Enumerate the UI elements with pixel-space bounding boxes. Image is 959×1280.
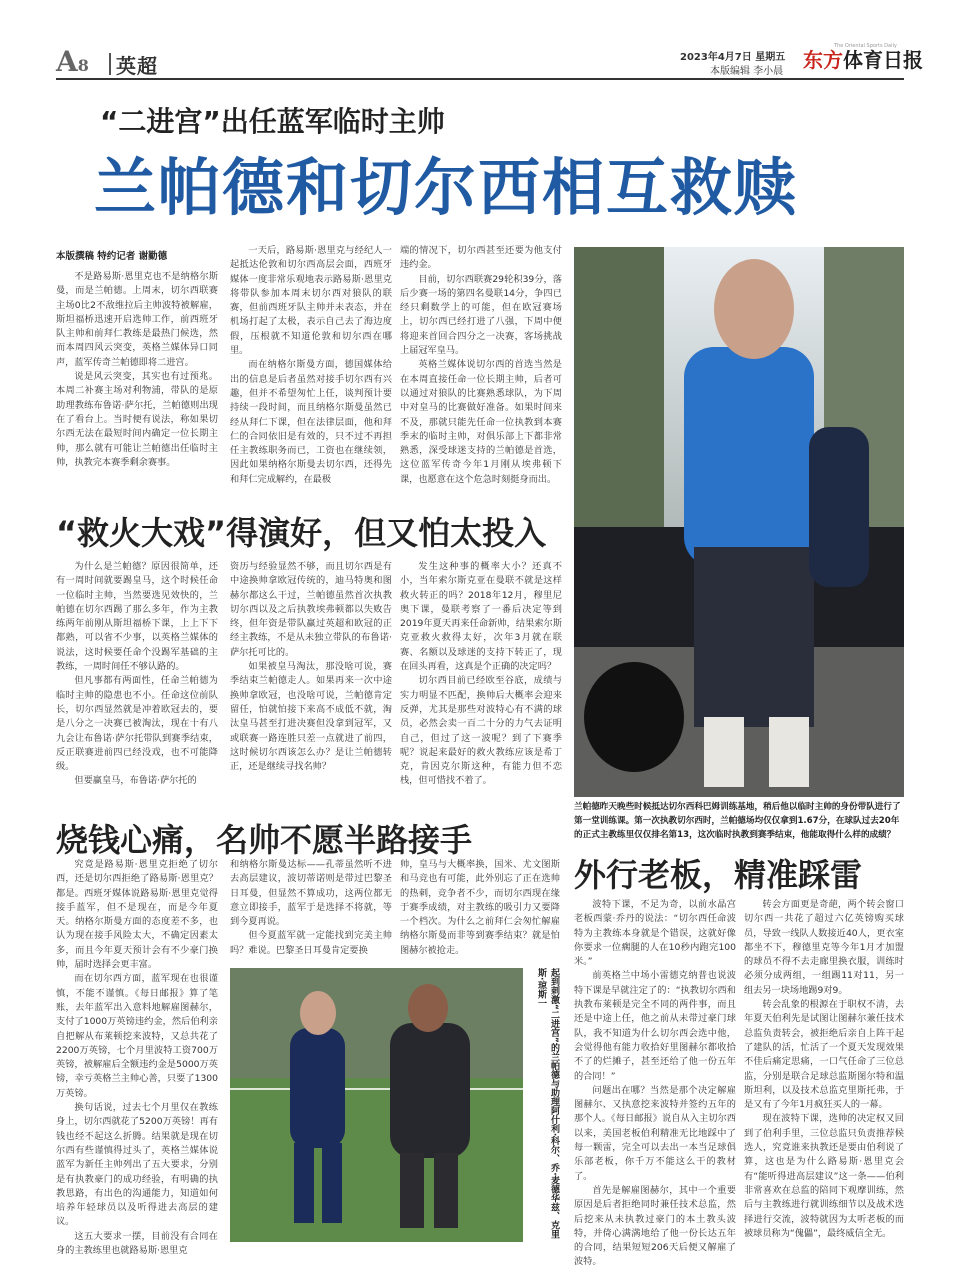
header-rule [56,78,904,80]
lampard-photo-image [574,247,904,797]
logo-subtitle: The Oriental Sports Daily [834,43,897,49]
section2-column-1: 究竟是路易斯·恩里克拒绝了切尔西，还是切尔西拒绝了路易斯·恩里克？都是。西班牙媒体说路易斯·恩里克觉得接手蓝军，但不是现在，而是今年夏天。纳格尔斯曼方面的态度差不多，也认为现在接手风险太大，不确定因素太多，而且今年夏天预计会有不少豪门换帅，届时选择会更丰富。 而在切尔西方面，蓝军现在也很谨慎，不能不谨慎。《每日邮报》算了笔账，去年蓝军出入意料地解雇图赫尔，支付了1000万英镑违约金，然后伯利亲自把解从布莱顿挖来波特，又总共花了2200万英镑，七个月里波特工资700万英镑，被解雇后全额违约金是5000万英镑，幸亏英格兰主帅心善，只要了1300万英镑。 换句话说，过去七个月里仅在教练身上，切尔西就花了5200万英镑！再有钱也经不起这么折腾。结果就是现在切尔西有些谨慎得过头了，英格兰媒体说蓝军为新任主帅列出了五大要求，分别是有执教豪门的成功经验，有明确的执教思路，有出色的沟通能力，知道如何培养年轻球员以及听得进去高层的建议。 这五大要求一摆，目前没有合同在身的主教练里也就路易斯·恩里克 [56,859,218,1257]
lampard-photo-caption: 兰帕德昨天晚些时候抵达切尔西科巴姆训练基地，稍后他以临时主帅的身份带队进行了第一堂训练课。第一次执教切尔西时，兰帕德场均仅仅拿到1.67分，在球队过去20年的正式主教练里仅仅排名第13，这次临时执教到赛季结束，他能取得什么样的成绩？ [574,802,901,840]
section1-column-3: 发生这种事的概率大小？还真不小，当年索尔斯克亚在曼联不就是这样救火转正的吗？2018年12月，穆里尼奥下课，曼联考察了一番后决定等到2019年夏天再来任命新帅，结果索尔斯克亚救火救得太好，次年3月就在联赛、名额以及球迷的支持下转正了，现在回头再看，这真是个正确的决定吗？ 切尔西目前已经欧至谷底，成绩与实力明显不匹配，换帅后大概率会迎来反弹，尤其是那些对波特心有不满的球员，必然会卖一百二十分的力气去证明自己，但过了这一波呢？到了下赛季呢？说起来最好的救火教练应该是希丁克，肯因克尔斯这种，有能力但不恋栈，但可惜找不着了。 [400,561,562,787]
coaching-staff-photo-caption: 起到刺激“二进宫”的兰帕德与助理阿什利·科尔、乔·麦德华兹、克里斯·琼斯一 [536,968,559,1239]
section2-column-3: 帅，皇马与大概率换，国米、尤文图斯和马竞也有可能，此外别忘了正在选帅的热刺，竞争者不少，而切尔西现在缘于赛季成绩，对主教练的吸引力又要降一个档次。为什么之前拜仁会匆忙解雇纳格尔斯曼而非等到赛季结束？就是怕图赫尔被抢走。 [400,859,560,956]
subhead-amateur-boss: 外行老板，精准踩雷 [574,856,863,894]
section3-column-1: 波特下课，不足为奇，以前水晶宫老板西蒙·乔丹的说法：“切尔西任命波特为主教练本身就是个错误，这就好像你要求一位瘸腿的人在10秒内跑完100米。” 前英格兰中场小雷德克纳普也说波特下课是早就注定了的：“执教切尔西和执教布莱顿是完全不同的两件事，而且还是中途上任，他之前从未带过豪门球队，我不知道为什么切尔西会选中他，会觉得他有能力收拾好里图赫尔都收拾不了的烂摊子，甚至还给了他一份五年的合同！” 问题出在哪？当然是那个决定解雇图赫尔、又执意挖来波特并签约五年的那个人。《每日邮报》说自从入主切尔西以来，美国老板伯利精准无比地踩中了每一颗雷，完全可以去出一本当足球俱乐部老板，你千万不能这么干的教材了。 首先是解雇图赫尔，其中一个重要原因是后者拒绝同时兼任技术总监，然后挖来从未执教过豪门的本土教头波特，并倚心满满地给了他一份长达五年的合同，结果短短206天后便又解雇了波特。 [574,899,736,1268]
section-label: 英超 [116,54,158,78]
section2-column-2: 和纳格尔斯曼达标——孔蒂虽然听不进去高层建议，波切蒂诺则是带过巴黎圣日耳曼，但显然不算成功，这两位都无意立即接手，蓝军于是选择不将就，等到今夏再说。 但今夏蓝军就一定能找到完美主帅吗？难说。巴黎圣日耳曼肯定要换 [230,859,392,956]
section3-column-2: 转会方面更是奇葩，两个转会窗口切尔西一共花了超过六亿英镑购买球员，导致一线队人数接近40人，更衣室都坐不下，穆德里克等今年1月才加盟的球员不得不去走廊里换衣服，训练时必须分成两组，一组踢11对11，另一组去另一块场地踢9对9。 转会乱象的根源在于职权不清，去年夏天伯利先是试图让图赫尔兼任技术总监负责转会，被拒绝后亲自上阵干起了建队的活，忙活了一个夏天发现效果不佳后痛定思痛，一口气任命了三位总监，分别是联合足球总监斯图尔特和温斯坦利，以及技术总监克里斯托弗，于是又有了今年1月疯狂买人的一幕。 现在波特下课，选帅的决定权又回到了伯利手里，三位总监只负责推荐候选人，究竟谁来执教还是要由伯利说了算，这也是为什么路易斯·恩里克会有“能听得进高层建议”这一条——伯利非常喜欢在总监的陪同下观摩训练，然后与主教练进行就训练细节以及战术选择进行交流，波特就因为太听老板的而被球员称为“傀儡”，最终威信全无。 [744,899,904,1239]
header-divider [109,53,111,75]
section1-column-1: 为什么是兰帕德？原因很简单，还有一周时间就要踢皇马，这个时候任命一位临时主帅，当然要选见效快的，兰帕德在切尔西踢了那么多年，作为主教练两年前刚从斯坦福桥下课，上上下下都熟，可以省不少事，以英格兰媒体的说法，这时候要任命个没踢军基础的主教练，一周时间任不够认路的。 但凡事都有两面性，任命兰帕德为临时主帅的隐患也不小。任命这位前队长，切尔西显然就是冲着欧冠去的，要是八分之一决赛已被淘汰，现在十有八九会让布鲁诺·萨尔托带队到赛季结束，反正联赛进前四已经没戏，也不可能降级。 但要赢皇马，布鲁诺·萨尔托的 [56,561,218,787]
intro-column-2: 一天后，路易斯·恩里克与经纪人一起抵达伦敦和切尔西高层会面，西班牙媒体一度非常乐观地表示路易斯·恩里克将带队参加本周末切尔西对狼队的联赛，但前西班牙队主帅并未表态，并在机场打起了太极，表示自己去了海边度假，压根就不知道伦敦和切尔西在哪里。 而在纳格尔斯曼方面，德国媒体给出的信息是后者虽然对接手切尔西有兴趣，但并不希望匆忙上任，谈判预计要持续一段时间，而且纳格尔斯曼虽然已经从拜仁下课，但在法律层面，他和拜仁的合同依旧是有效的，只不过不再担任主教练职务而已，工资也在继续领，因此如果纳格尔斯曼去切尔西，还得先和拜仁完成解约，在最极 [230,245,392,485]
lampard-photo [574,247,904,797]
issue-date: 2023年4月7日 星期五 [680,52,786,63]
intro-column-1: 不是路易斯·恩里克也不是纳格尔斯曼，而是兰帕德。上周末，切尔西联赛主场0比2不敌维拉后主帅波特被解雇，斯坦福桥迅速开启选帅工作，前西班牙队主帅和前拜仁教练是最热门候选，然而本周四风云突变，英格兰媒体异口同声，蓝军传奇兰帕德即将二进宫。 说是风云突变，其实也有过预兆。本周二补赛主场对利物浦，带队的是原助理教练布鲁诺·萨尔托，兰帕德则出现在了看台上。当时便有说法，称如果切尔西无法在最短时间内确定一位长期主帅，那么就有可能让兰帕德出任临时主帅，执教完本赛季剩余赛事。 [56,271,218,468]
article-kicker: “二进宫”出任蓝军临时主帅 [100,105,445,138]
newspaper-logo: 东方体育日报 [803,48,923,72]
subhead-burning-money: 烧钱心痛，名帅不愿半路接手 [56,821,473,859]
article-headline: 兰帕德和切尔西相互救赎 [94,151,799,224]
byline: 本版撰稿 特约记者 谢勤德 [56,251,168,262]
coaching-staff-photo-image [230,968,523,1242]
page-code: A8 [56,45,89,78]
page-editor: 本版编辑 李小晨 [710,66,784,77]
section1-column-2: 资历与经验显然不够，而且切尔西是有中途换帅拿欧冠传统的，迪马特奥和图赫尔都这么干过，兰帕德虽然首次执教切尔西以及之后执教埃弗顿都以失败告终，但年资是带队赢过英超和欧冠的正经主教练，不是从未独立带队的布鲁诺·萨尔托可比的。 如果被皇马淘汰，那没啥可说，赛季结束兰帕德走人。如果再来一次中途换帅拿欧冠，也没啥可说，兰帕德肯定留任，怕就怕接下来高不成低不就，淘汰皇马甚至打进决赛但没拿到冠军，又或联赛一路连胜只差一点就进了前四，这时候切尔西该怎么办？是让兰帕德转正，还是继续寻找名帅？ [230,561,392,773]
intro-column-3: 端的情况下，切尔西甚至还要为他支付违约金。 目前，切尔西联赛29轮积39分，落后少赛一场的第四名曼联14分，争四已经只剩数学上的可能，但在欧冠赛场上，切尔西已经打进了八强，下周中便将迎来首回合四分之一决赛，客场挑战上届冠军皇马。 英格兰媒体说切尔西的首选当然是在本周直接任命一位长期主帅，后者可以通过对狼队的比赛熟悉球队，为下周中对皇马的比赛做好准备。如果时间来不及，那就只能先任命一位执教到本赛季末的临时主帅，对俱乐部上下都非常熟悉，深受球迷支持的兰帕德是首选，这位蓝军传奇今年1月刚从埃弗顿下课，也愿意在这个危急时刻挺身而出。 [400,245,562,485]
subhead-fire-rescue: “救火大戏”得演好，但又怕太投入 [56,514,547,552]
coaching-staff-photo [230,968,523,1242]
